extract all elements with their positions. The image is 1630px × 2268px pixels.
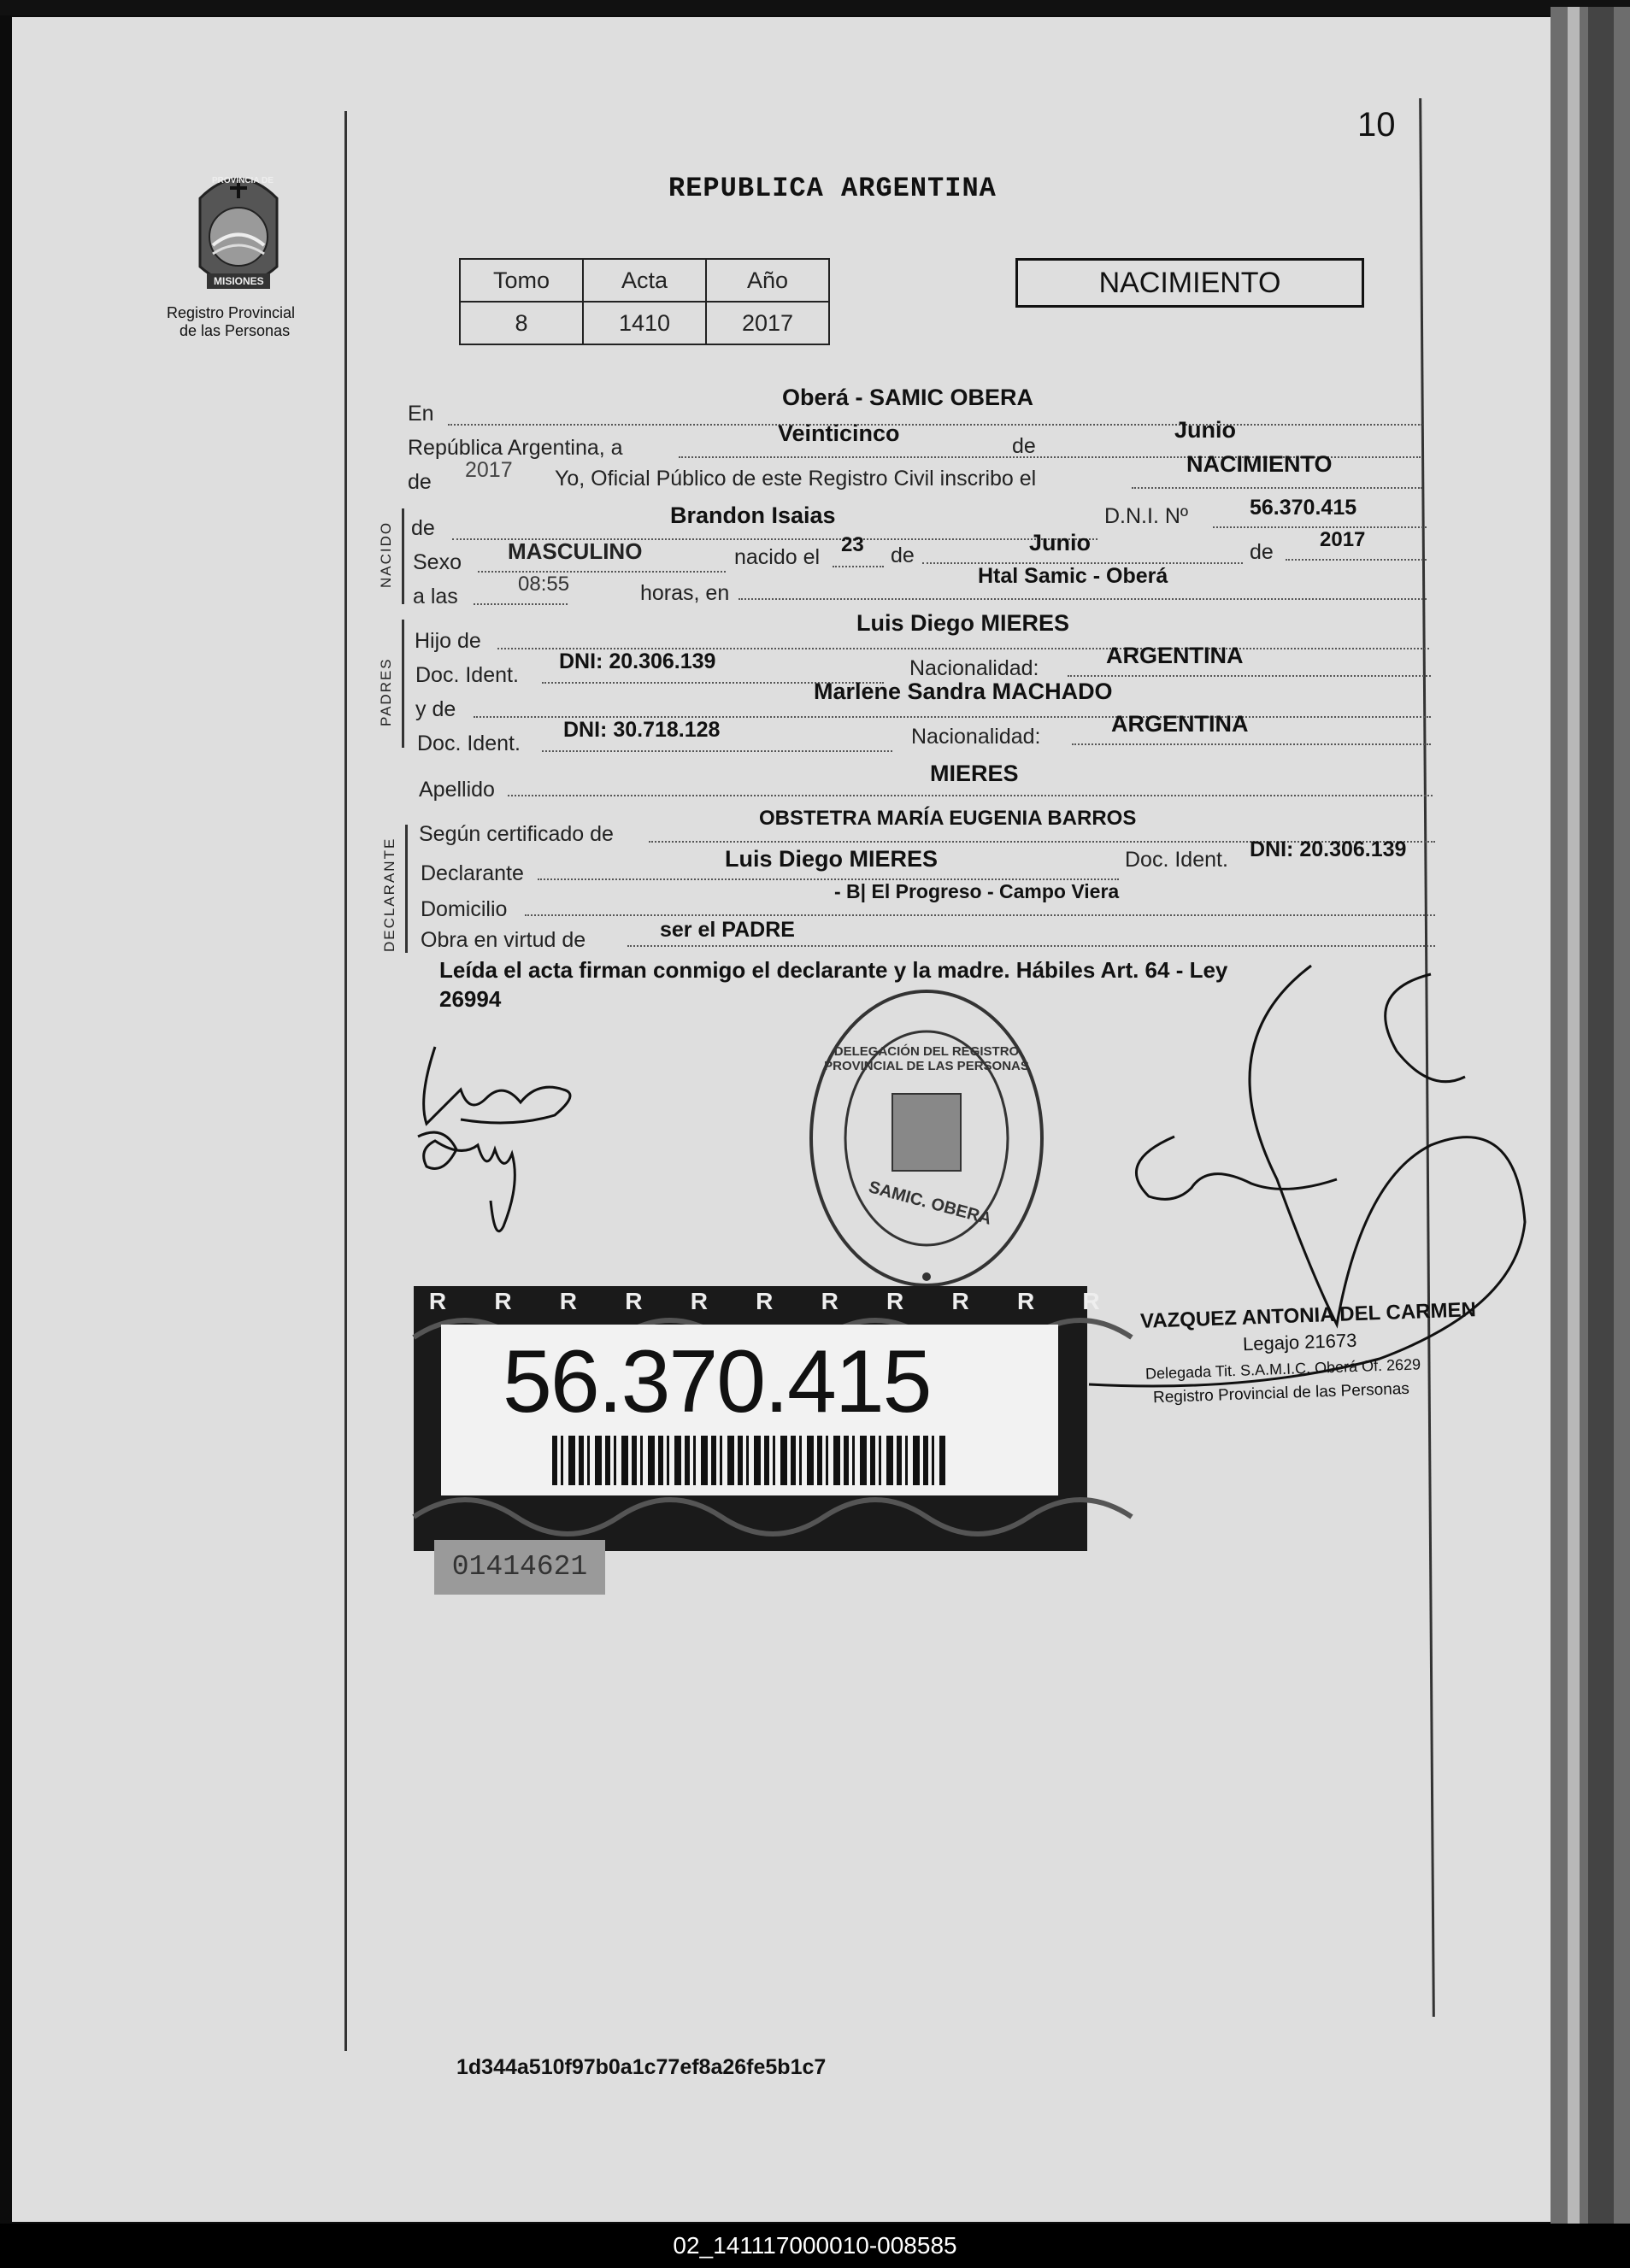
record-tomo: 8 — [460, 302, 583, 344]
y-de-label: y de — [415, 697, 456, 721]
mother-nationality: ARGENTINA — [1111, 711, 1249, 737]
padres-section-label: PADRES — [378, 657, 394, 726]
country-title: REPUBLICA ARGENTINA — [668, 173, 997, 204]
hijo-de-label: Hijo de — [415, 629, 481, 653]
father-nat-label: Nacionalidad: — [909, 656, 1039, 680]
official-role: Delegada Tit. S.A.M.I.C. Oberá Of. 2629 — [1145, 1355, 1421, 1383]
record-table — [459, 258, 830, 345]
seal-ribbon-text: MISIONES — [214, 275, 264, 287]
sticker-barcode — [552, 1436, 945, 1485]
domicilio-label: Domicilio — [421, 897, 508, 921]
obra-value: ser el PADRE — [660, 918, 795, 942]
father-doc-label: Doc. Ident. — [415, 663, 519, 687]
father-nationality: ARGENTINA — [1106, 643, 1244, 668]
year-value: 2017 — [465, 458, 513, 482]
nacido-section-label: NACIDO — [378, 520, 394, 588]
apellido-label: Apellido — [419, 778, 495, 802]
closing-line-2: 26994 — [439, 986, 502, 1012]
mother-nat-label: Nacionalidad: — [911, 725, 1041, 749]
official-name: VAZQUEZ ANTONIA DEL CARMEN — [1139, 1298, 1477, 1333]
registry-seal — [174, 164, 303, 309]
birth-time: 08:55 — [518, 573, 570, 596]
record-header-acta: Acta — [583, 259, 706, 302]
obra-label: Obra en virtud de — [421, 928, 586, 952]
day-words: Veinticinco — [778, 420, 900, 446]
year-de-label: de — [408, 470, 432, 494]
place-value: Oberá - SAMIC OBERA — [782, 385, 1034, 410]
document-page — [12, 17, 1551, 2222]
footer-file-id: 02_141117000010-008585 — [0, 2224, 1630, 2268]
record-type-box: NACIMIENTO — [1015, 258, 1364, 308]
mother-doc-label: Doc. Ident. — [417, 732, 521, 755]
birth-year: 2017 — [1320, 528, 1366, 551]
birth-place: Htal Samic - Oberá — [978, 564, 1168, 588]
registry-name: Registro Provincial — [167, 304, 296, 321]
birth-day: 23 — [841, 533, 864, 556]
record-anio: 2017 — [706, 302, 829, 344]
record-header-anio: Año — [706, 259, 829, 302]
closing-line-1: Leída el acta firman conmigo el declarante y la madre. Hábiles Art. 64 - Ley — [439, 957, 1228, 983]
apellido-value: MIERES — [930, 761, 1019, 786]
horas-label: horas, en — [640, 581, 730, 605]
month-value: Junio — [1174, 417, 1236, 443]
dni-label: D.N.I. Nº — [1104, 504, 1189, 528]
father-doc: DNI: 20.306.139 — [559, 649, 716, 673]
official-org: Registro Provincial de las Personas — [1152, 1379, 1410, 1407]
certificado-value: OBSTETRA MARÍA EUGENIA BARROS — [759, 807, 1137, 830]
birth-de2-label: de — [1250, 540, 1274, 564]
mother-doc: DNI: 30.718.128 — [563, 718, 721, 742]
seal-arc-text: PROVINCIA DE — [212, 176, 274, 185]
serial-number: 01414621 — [434, 1540, 605, 1595]
official-legajo: Legajo 21673 — [1242, 1329, 1357, 1355]
republica-label: República Argentina, a — [408, 436, 623, 460]
page-number: 10 — [1357, 106, 1396, 144]
a-las-label: a las — [413, 585, 458, 608]
sticker-dni-number: 56.370.415 — [503, 1332, 931, 1431]
declarante-name: Luis Diego MIERES — [725, 846, 939, 872]
registry-name-line2: de las Personas — [179, 322, 291, 339]
sexo-value: MASCULINO — [508, 538, 643, 564]
en-label: En — [408, 402, 434, 426]
sticker-pattern-row: R R R R R R R R R R R — [428, 1288, 1100, 1314]
nacido-de-label: de — [411, 516, 435, 540]
father-name: Luis Diego MIERES — [856, 610, 1070, 636]
domicilio-value: - B| El Progreso - Campo Viera — [834, 880, 1120, 902]
birth-month: Junio — [1029, 530, 1091, 555]
document-hash: 1d344a510f97b0a1c77ef8a26fe5b1c7 — [456, 2055, 827, 2079]
sexo-label: Sexo — [413, 550, 462, 574]
inscribed-value: NACIMIENTO — [1186, 451, 1333, 477]
child-dni: 56.370.415 — [1250, 496, 1357, 520]
left-margin-line — [344, 111, 347, 2051]
birth-de-label: de — [891, 543, 915, 567]
dni-sticker — [414, 1286, 1100, 1551]
stamp-inner-text: SAMIC. OBERA — [866, 1178, 994, 1229]
de-label: de — [1012, 434, 1036, 458]
declarante-doc-label: Doc. Ident. — [1125, 848, 1228, 872]
handwritten-signatures — [409, 1030, 632, 1260]
stamp-arc-text: DELEGACIÓN DEL REGISTRO PROVINCIAL DE LAS PERSONAS — [824, 1044, 1029, 1073]
officer-text: Yo, Oficial Público de este Registro Civil inscribo el — [555, 467, 1037, 491]
declarante-label: Declarante — [421, 861, 524, 885]
sticker-label — [441, 1325, 1058, 1495]
declarante-section-label: DECLARANTE — [381, 837, 397, 952]
book-binding-edge — [1551, 7, 1630, 2229]
scan-top-edge — [0, 0, 1630, 15]
misiones-coat-of-arms-icon — [174, 164, 303, 309]
segun-label: Según certificado de — [419, 822, 614, 846]
record-header-tomo: Tomo — [460, 259, 583, 302]
mother-name: Marlene Sandra MACHADO — [814, 679, 1113, 704]
declarante-doc: DNI: 20.306.139 — [1250, 837, 1407, 861]
nacido-el-label: nacido el — [734, 545, 821, 569]
child-name: Brandon Isaias — [670, 502, 836, 528]
record-acta: 1410 — [583, 302, 706, 344]
